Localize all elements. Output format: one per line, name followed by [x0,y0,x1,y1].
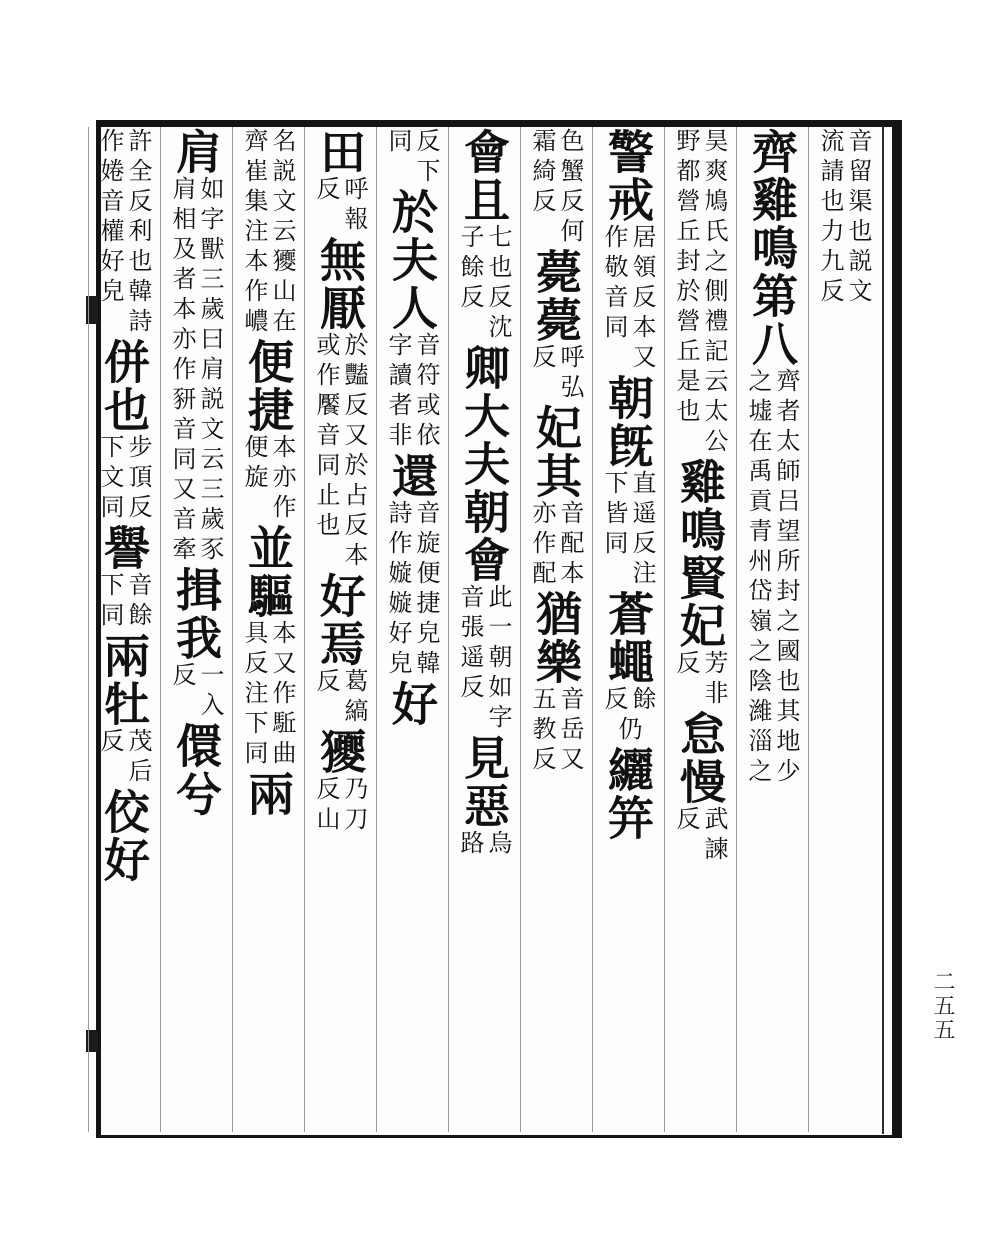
annotation [98,728,150,788]
annotation-line: 武諫 [700,806,728,866]
annotation-line: 名説文云獿山在 [268,128,296,338]
main-text: 併也 [97,338,151,434]
annotation-line: 呼弘 [556,344,584,404]
annotation [674,806,726,866]
annotation-line: 色蟹反何 [556,128,584,248]
frame-inner-rule [882,126,884,1134]
annotation-line: 如字獸三歲曰肩説文云三歲豕 [196,176,224,566]
annotation [602,470,654,590]
annotation [98,434,150,524]
text-column [736,128,808,1128]
annotation-line: 五教反 [528,686,556,776]
main-text: 佼好 [97,788,151,884]
annotation [458,584,510,734]
main-text: 警戒 [601,128,655,224]
main-text: 無厭 [313,236,367,332]
annotation-line: 音岳又 [556,686,584,776]
annotation-line: 或作饜音同止也 [312,332,340,542]
annotation [170,662,222,722]
text-column [520,128,592,1128]
annotation-line: 齊者太師吕望所封之國也其地少 [772,368,800,788]
annotation-line: 之墟在禹貢青州岱嶺之陰濰淄之 [744,368,772,788]
annotation-line: 仍 [614,716,642,746]
annotation-line: 本亦作 [268,434,296,524]
page-number: 二五五 [930,970,955,1042]
annotation [458,224,510,344]
annotation [386,332,438,452]
annotation [530,686,582,776]
annotation-line: 反 [312,176,340,206]
main-text: 朝旣 [601,374,655,470]
text-column [592,128,664,1128]
annotation-line: 反 [528,344,556,374]
annotation [242,128,294,338]
annotation-line: 音餘 [124,572,152,632]
annotation [386,500,438,680]
annotation-line: 反山 [312,776,340,836]
main-text: 妃其 [529,404,583,500]
annotation-line: 野都營丘 [672,128,700,248]
annotation [314,332,366,572]
annotation [602,224,654,374]
annotation-line: 此一朝如字 [484,584,512,734]
annotation-line: 於豔反又於占反本 [340,332,368,572]
text-column [808,128,880,1128]
main-text: 怠慢 [673,710,727,806]
annotation-line: 下皆同 [600,470,628,560]
main-text: 還 [385,452,439,500]
annotation-line: 作婘音權好皃 [96,128,124,308]
annotation-line: 烏 [484,830,512,860]
annotation-line: 詩作嫙嫙好皃 [384,500,412,680]
main-text: 薨薨 [529,248,583,344]
annotation [170,176,222,566]
annotation-line: 音旋便捷皃韓 [412,500,440,680]
annotation [530,344,582,404]
annotation-line: 之側禮記云太公 [700,248,728,458]
main-text: 揖我 [169,566,223,662]
annotation-line: 乃刀 [340,776,368,836]
annotation-line: 一入 [196,662,224,722]
annotation [386,128,438,188]
main-text: 並驅 [241,524,295,620]
annotation-line: 肩相及者本亦作豜音同又音牽 [168,176,196,566]
annotation-line: 直遥反注 [628,470,656,590]
text-column [664,128,736,1128]
annotation [98,572,150,632]
text-column [304,128,376,1128]
text-column [88,128,160,1128]
annotation [602,686,654,716]
main-text: 好 [385,680,439,728]
text-column [448,128,520,1128]
annotation [818,128,870,308]
annotation-line: 葛縞 [340,668,368,728]
annotation-line: 七也反沈 [484,224,512,344]
annotation-line: 反 [672,806,700,836]
annotation [530,128,582,248]
annotation [314,668,366,728]
annotation [674,248,726,458]
annotation-line: 霜綺反 [528,128,556,218]
annotation-line: 芳非 [700,650,728,710]
annotation-line: 餘 [628,686,656,716]
annotation-line: 路 [456,830,484,860]
annotation-line: 許全反利也韓詩 [124,128,152,338]
annotation [616,716,640,746]
annotation [98,128,150,338]
text-column [232,128,304,1128]
main-text: 會且 [457,128,511,224]
annotation [458,830,510,860]
annotation-line: 反 [672,650,700,680]
annotation-line: 音符或依 [412,332,440,452]
annotation-line: 昊爽鳩氏 [700,128,728,248]
annotation-line: 反 [96,728,124,758]
annotation-line: 流請也力九反 [816,128,844,308]
main-text: 好焉 [313,572,367,668]
annotation [314,776,366,836]
annotation-line: 反 [600,686,628,716]
main-text: 猶樂 [529,590,583,686]
main-text: 雞鳴賢妃 [673,458,727,650]
text-column [160,128,232,1128]
annotation [674,650,726,710]
main-text: 便捷 [241,338,295,434]
annotation-line: 便旋 [240,434,268,494]
annotation-line: 呼報 [340,176,368,236]
annotation [674,128,726,248]
annotation-line: 下同 [96,572,124,632]
annotation-line: 音張遥反 [456,584,484,704]
annotation-line: 本又作駈曲 [268,620,296,770]
annotation-line: 子餘反 [456,224,484,314]
annotation-line: 音配本 [556,500,584,590]
annotation-line: 反 [312,668,340,698]
annotation-line: 亦作配 [528,500,556,590]
annotation [530,500,582,590]
main-text: 田 [313,128,367,176]
annotation-line: 居領反本又 [628,224,656,374]
annotation [746,368,798,788]
main-text: 肩 [169,128,223,176]
annotation-line: 具反注下同 [240,620,268,770]
annotation-line: 反下 [412,128,440,188]
annotation-line: 同 [384,128,412,158]
main-text: 見惡 [457,734,511,830]
main-text: 纚笄 [601,746,655,842]
annotation-line: 反 [168,662,196,692]
main-text: 獿 [313,728,367,776]
annotation [242,434,294,524]
annotation-line: 步頂反 [124,434,152,524]
main-text: 蒼蠅 [601,590,655,686]
annotation-line: 下文同 [96,434,124,524]
main-text: 儇兮 [169,722,223,818]
text-column [376,128,448,1128]
main-text: 兩牡 [97,632,151,728]
annotation [242,620,294,770]
annotation-line: 茂后 [124,728,152,788]
annotation-line: 作敬音同 [600,224,628,344]
main-text: 齊雞鳴第八 [745,128,799,368]
annotation-line: 封於營丘是也 [672,248,700,428]
annotation-line: 字讀者非 [384,332,412,452]
annotation-line: 音留渠也説文 [844,128,872,308]
annotation [314,176,366,236]
main-text: 譽 [97,524,151,572]
main-text: 卿大夫朝會 [457,344,511,584]
annotation-line: 齊崔集注本作嶩 [240,128,268,338]
main-text: 於夫人 [385,188,439,332]
main-text: 兩 [241,770,295,818]
